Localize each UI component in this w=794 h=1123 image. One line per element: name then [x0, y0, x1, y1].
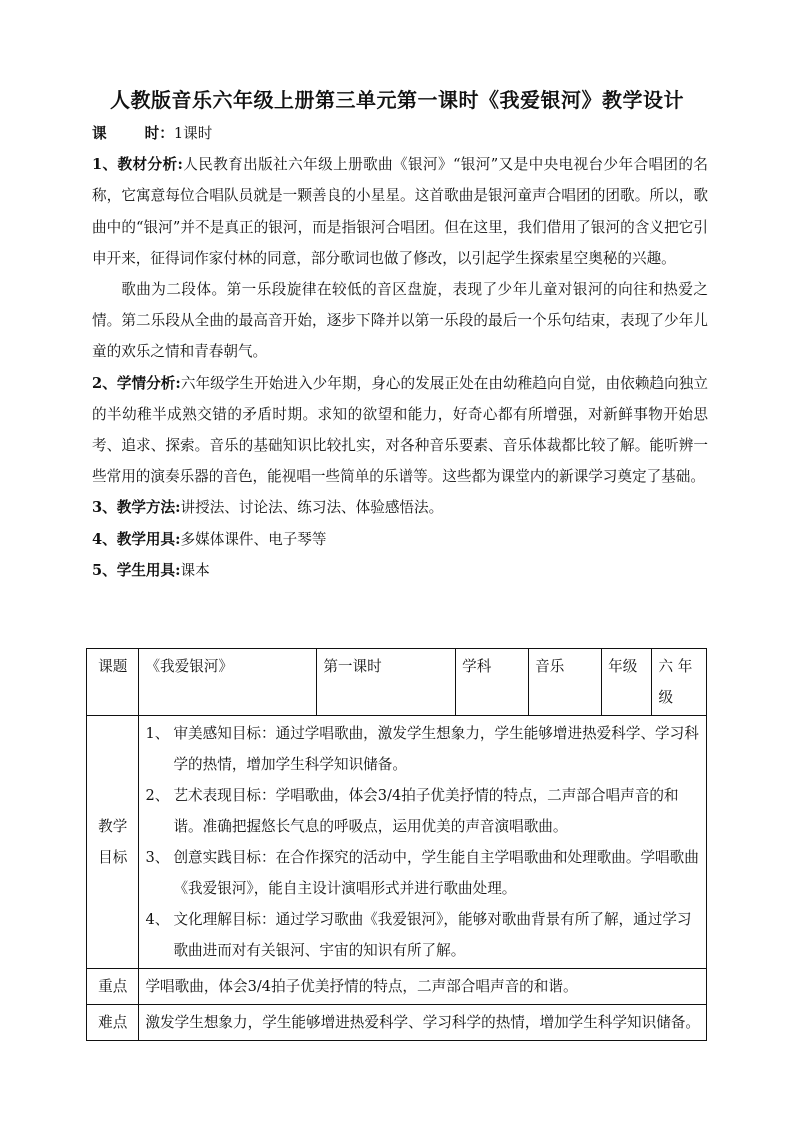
- teaching-tools: [92, 524, 708, 555]
- goal-num: 1、: [145, 725, 170, 742]
- goal-text: 创意实践目标：在合作探究的活动中，学生能自主学唱歌曲和处理歌曲。学唱歌曲《我爱银河》，能自主设计演唱形式并进行歌曲处理。: [173, 849, 699, 897]
- student-analysis: [92, 368, 708, 493]
- goals-label-cell: 教学目标: [87, 716, 139, 969]
- student-tools: [92, 555, 708, 586]
- material-label: 1、教材分析:: [92, 156, 183, 174]
- goal-item: [145, 718, 700, 780]
- difficult-point-row: [87, 1005, 707, 1041]
- key-point-row: [87, 969, 707, 1005]
- table-header-row: [87, 649, 707, 716]
- grade-value-cell: 六 年 级: [652, 649, 707, 716]
- tools-label: 4、教学用具:: [92, 530, 181, 548]
- tools-text: 多媒体课件、电子琴等: [180, 530, 327, 548]
- lesson-plan-table: [86, 648, 707, 1041]
- period-cell: 第一课时: [317, 649, 456, 716]
- topic-label-cell: 课题: [87, 649, 139, 716]
- students-text: 六年级学生开始进入少年期，身心的发展正处在由幼稚趋向自觉，由依赖趋向独立的半幼稚半成熟交错的矛盾时期。求知的欲望和能力，好奇心都有所增强，对新鲜事物开始思考、追求、探索。音乐的基础知识比较扎实，对各种音乐要素、音乐体裁都比较了解。能听辨一些常用的演奏乐器的音色，能视唱一些简单的乐谱等。这些都为课堂内的新课学习奠定了基础。: [92, 374, 708, 486]
- goal-item: [145, 842, 700, 904]
- goal-text: 文化理解目标：通过学习歌曲《我爱银河》，能够对歌曲背景有所了解，通过学习歌曲进而对有关银河、宇宙的知识有所了解。: [173, 911, 692, 959]
- goal-item: [145, 780, 700, 842]
- lesson-time-label-a: 课: [92, 125, 107, 142]
- subject-value-cell: 音乐: [529, 649, 602, 716]
- material-p1: 人民教育出版社六年级上册歌曲《银河》“银河”又是中央电视台少年合唱团的名称，它寓意每位合唱队员就是一颗善良的小星星。这首歌曲是银河童声合唱团的团歌。所以，歌曲中的“银河”并不是真正的银河，而是指银河合唱团。但在这里，我们借用了银河的含义把它引申开来，征得词作家付林的同意，部分歌词也做了修改，以引起学生探索星空奥秘的兴趣。: [92, 156, 708, 267]
- lesson-time-value: 1课时: [173, 125, 213, 142]
- goal-text: 艺术表现目标：学唱歌曲，体会3/4拍子优美抒情的特点，二声部合唱声音的和谐。准确把握悠长气息的呼吸点，运用优美的声音演唱歌曲。: [173, 787, 679, 835]
- key-text-cell: 学唱歌曲，体会3/4拍子优美抒情的特点，二声部合唱声音的和谐。: [139, 969, 707, 1005]
- students-label: 2、学情分析:: [92, 374, 181, 392]
- goal-item: [145, 904, 700, 966]
- student-tools-label: 5、学生用具:: [92, 561, 181, 579]
- goal-num: 3、: [145, 849, 170, 866]
- lesson-time-line: [92, 118, 708, 149]
- grade-label-cell: 年级: [602, 649, 652, 716]
- student-tools-text: 课本: [180, 561, 210, 579]
- goals-row: [87, 716, 707, 969]
- material-analysis: [92, 149, 708, 274]
- goal-num: 4、: [145, 911, 170, 928]
- topic-value-cell: 《我爱银河》: [139, 649, 317, 716]
- material-p2: 歌曲为二段体。第一乐段旋律在较低的音区盘旋，表现了少年儿童对银河的向往和热爱之情。第二乐段从全曲的最高音开始，逐步下降并以第一乐段的最后一个乐句结束，表现了少年儿童的欢乐之情和青春朝气。: [92, 281, 708, 361]
- difficult-text-cell: 激发学生想象力，学生能够增进热爱科学、学习科学的热情，增加学生科学知识储备。: [139, 1005, 707, 1041]
- subject-label-cell: 学科: [456, 649, 529, 716]
- teaching-methods: [92, 492, 708, 523]
- lesson-time-label-b: 时：: [144, 125, 174, 142]
- methods-text: 讲授法、讨论法、练习法、体验感悟法。: [180, 499, 444, 517]
- difficult-label-cell: 难点: [87, 1005, 139, 1041]
- document-title: 人教版音乐六年级上册第三单元第一课时《我爱银河》教学设计: [110, 88, 684, 112]
- methods-label: 3、教学方法:: [92, 499, 181, 517]
- key-label-cell: 重点: [87, 969, 139, 1005]
- goals-cell: [139, 716, 707, 969]
- document-body: [92, 118, 708, 586]
- goal-text: 审美感知目标：通过学唱歌曲，激发学生想象力，学生能够增进热爱科学、学习科学的热情，增加学生科学知识储备。: [173, 725, 699, 773]
- goal-num: 2、: [145, 787, 170, 804]
